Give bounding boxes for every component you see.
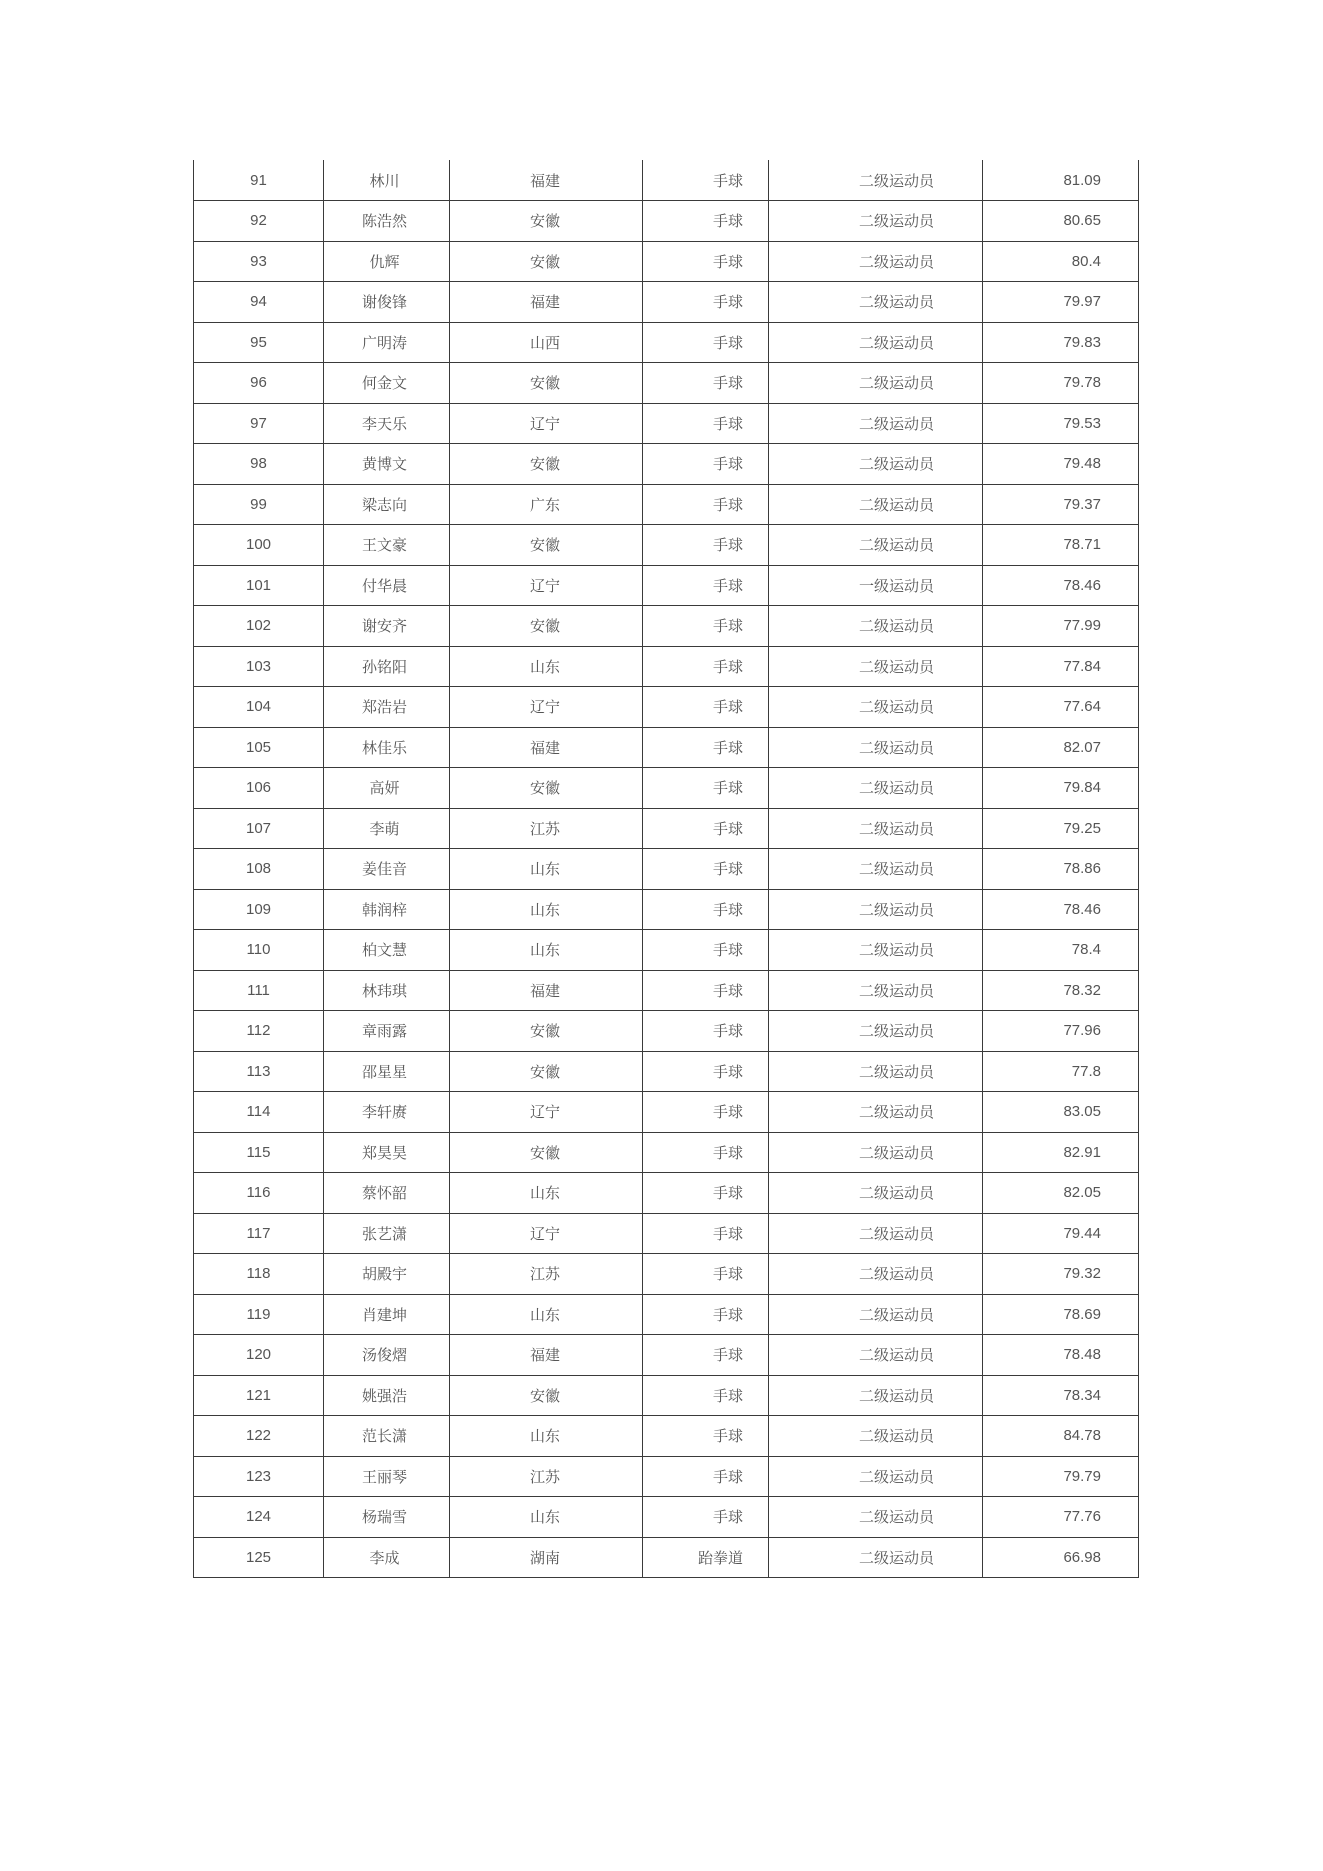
row-number-cell: 123 — [194, 1456, 324, 1497]
row-number-cell: 114 — [194, 1092, 324, 1133]
score-cell: 77.76 — [983, 1497, 1139, 1538]
sport-cell: 手球 — [643, 727, 769, 768]
name-cell: 郑昊昊 — [324, 1132, 450, 1173]
level-cell: 二级运动员 — [769, 687, 983, 728]
sport-cell: 手球 — [643, 282, 769, 323]
province-cell: 湖南 — [450, 1537, 643, 1578]
table-row — [194, 889, 1139, 930]
sport-cell: 手球 — [643, 849, 769, 890]
sport-cell: 手球 — [643, 646, 769, 687]
level-cell: 二级运动员 — [769, 282, 983, 323]
table-row — [194, 930, 1139, 971]
sport-cell: 手球 — [643, 1254, 769, 1295]
name-cell: 孙铭阳 — [324, 646, 450, 687]
sport-cell: 手球 — [643, 1213, 769, 1254]
name-cell: 郑浩岩 — [324, 687, 450, 728]
table-row — [194, 565, 1139, 606]
name-cell: 张艺潇 — [324, 1213, 450, 1254]
score-cell: 78.34 — [983, 1375, 1139, 1416]
province-cell: 安徽 — [450, 606, 643, 647]
sport-cell: 手球 — [643, 1375, 769, 1416]
score-cell: 77.99 — [983, 606, 1139, 647]
score-cell: 79.97 — [983, 282, 1139, 323]
table-row — [194, 403, 1139, 444]
sport-cell: 手球 — [643, 525, 769, 566]
province-cell: 安徽 — [450, 525, 643, 566]
level-cell: 二级运动员 — [769, 160, 983, 201]
row-number-cell: 101 — [194, 565, 324, 606]
sport-cell: 手球 — [643, 970, 769, 1011]
province-cell: 安徽 — [450, 1132, 643, 1173]
score-cell: 83.05 — [983, 1092, 1139, 1133]
sport-cell: 手球 — [643, 687, 769, 728]
table-row — [194, 606, 1139, 647]
table-row — [194, 241, 1139, 282]
level-cell: 二级运动员 — [769, 768, 983, 809]
table-row — [194, 1335, 1139, 1376]
sport-cell: 手球 — [643, 1132, 769, 1173]
sport-cell: 手球 — [643, 1456, 769, 1497]
province-cell: 山东 — [450, 849, 643, 890]
row-number-cell: 104 — [194, 687, 324, 728]
name-cell: 王文豪 — [324, 525, 450, 566]
level-cell: 二级运动员 — [769, 1213, 983, 1254]
level-cell: 二级运动员 — [769, 322, 983, 363]
name-cell: 韩润梓 — [324, 889, 450, 930]
name-cell: 范长潇 — [324, 1416, 450, 1457]
province-cell: 安徽 — [450, 444, 643, 485]
name-cell: 付华晨 — [324, 565, 450, 606]
athlete-table-body — [194, 160, 1139, 1578]
row-number-cell: 119 — [194, 1294, 324, 1335]
score-cell: 77.8 — [983, 1051, 1139, 1092]
sport-cell: 手球 — [643, 1416, 769, 1457]
row-number-cell: 115 — [194, 1132, 324, 1173]
name-cell: 林玮琪 — [324, 970, 450, 1011]
row-number-cell: 100 — [194, 525, 324, 566]
name-cell: 林川 — [324, 160, 450, 201]
name-cell: 李成 — [324, 1537, 450, 1578]
score-cell: 79.79 — [983, 1456, 1139, 1497]
sport-cell: 手球 — [643, 403, 769, 444]
score-cell: 82.91 — [983, 1132, 1139, 1173]
table-row — [194, 363, 1139, 404]
level-cell: 二级运动员 — [769, 1132, 983, 1173]
name-cell: 姜佳音 — [324, 849, 450, 890]
name-cell: 林佳乐 — [324, 727, 450, 768]
name-cell: 仇辉 — [324, 241, 450, 282]
province-cell: 山东 — [450, 1497, 643, 1538]
sport-cell: 手球 — [643, 1173, 769, 1214]
row-number-cell: 121 — [194, 1375, 324, 1416]
level-cell: 二级运动员 — [769, 444, 983, 485]
score-cell: 78.69 — [983, 1294, 1139, 1335]
table-row — [194, 687, 1139, 728]
name-cell: 李天乐 — [324, 403, 450, 444]
sport-cell: 手球 — [643, 930, 769, 971]
row-number-cell: 117 — [194, 1213, 324, 1254]
level-cell: 二级运动员 — [769, 970, 983, 1011]
table-row — [194, 1456, 1139, 1497]
score-cell: 79.78 — [983, 363, 1139, 404]
province-cell: 山西 — [450, 322, 643, 363]
level-cell: 二级运动员 — [769, 1375, 983, 1416]
score-cell: 79.48 — [983, 444, 1139, 485]
sport-cell: 手球 — [643, 1051, 769, 1092]
province-cell: 辽宁 — [450, 687, 643, 728]
level-cell: 二级运动员 — [769, 1456, 983, 1497]
table-row — [194, 1173, 1139, 1214]
table-row — [194, 322, 1139, 363]
level-cell: 二级运动员 — [769, 849, 983, 890]
province-cell: 福建 — [450, 1335, 643, 1376]
sport-cell: 手球 — [643, 1497, 769, 1538]
level-cell: 二级运动员 — [769, 241, 983, 282]
row-number-cell: 105 — [194, 727, 324, 768]
sport-cell: 手球 — [643, 808, 769, 849]
name-cell: 柏文慧 — [324, 930, 450, 971]
row-number-cell: 95 — [194, 322, 324, 363]
province-cell: 安徽 — [450, 1375, 643, 1416]
level-cell: 二级运动员 — [769, 727, 983, 768]
province-cell: 江苏 — [450, 1254, 643, 1295]
province-cell: 江苏 — [450, 1456, 643, 1497]
row-number-cell: 107 — [194, 808, 324, 849]
province-cell: 山东 — [450, 930, 643, 971]
level-cell: 二级运动员 — [769, 484, 983, 525]
name-cell: 汤俊熠 — [324, 1335, 450, 1376]
level-cell: 二级运动员 — [769, 1173, 983, 1214]
table-row — [194, 1254, 1139, 1295]
score-cell: 78.86 — [983, 849, 1139, 890]
province-cell: 山东 — [450, 1416, 643, 1457]
row-number-cell: 91 — [194, 160, 324, 201]
level-cell: 二级运动员 — [769, 1011, 983, 1052]
table-row — [194, 1375, 1139, 1416]
row-number-cell: 120 — [194, 1335, 324, 1376]
sport-cell: 手球 — [643, 1011, 769, 1052]
name-cell: 谢安齐 — [324, 606, 450, 647]
score-cell: 79.84 — [983, 768, 1139, 809]
province-cell: 辽宁 — [450, 1092, 643, 1133]
name-cell: 邵星星 — [324, 1051, 450, 1092]
table-row — [194, 1011, 1139, 1052]
row-number-cell: 103 — [194, 646, 324, 687]
province-cell: 广东 — [450, 484, 643, 525]
score-cell: 82.05 — [983, 1173, 1139, 1214]
sport-cell: 手球 — [643, 444, 769, 485]
level-cell: 二级运动员 — [769, 889, 983, 930]
sport-cell: 手球 — [643, 889, 769, 930]
province-cell: 山东 — [450, 1294, 643, 1335]
row-number-cell: 124 — [194, 1497, 324, 1538]
name-cell: 陈浩然 — [324, 201, 450, 242]
province-cell: 安徽 — [450, 241, 643, 282]
score-cell: 79.44 — [983, 1213, 1139, 1254]
row-number-cell: 109 — [194, 889, 324, 930]
table-row — [194, 282, 1139, 323]
level-cell: 二级运动员 — [769, 1254, 983, 1295]
province-cell: 山东 — [450, 646, 643, 687]
table-row — [194, 201, 1139, 242]
name-cell: 姚强浩 — [324, 1375, 450, 1416]
sport-cell: 手球 — [643, 768, 769, 809]
level-cell: 二级运动员 — [769, 808, 983, 849]
name-cell: 杨瑞雪 — [324, 1497, 450, 1538]
score-cell: 84.78 — [983, 1416, 1139, 1457]
sport-cell: 手球 — [643, 565, 769, 606]
table-row — [194, 1416, 1139, 1457]
level-cell: 二级运动员 — [769, 606, 983, 647]
table-row — [194, 646, 1139, 687]
province-cell: 山东 — [450, 1173, 643, 1214]
table-row — [194, 1213, 1139, 1254]
row-number-cell: 92 — [194, 201, 324, 242]
level-cell: 二级运动员 — [769, 363, 983, 404]
score-cell: 78.71 — [983, 525, 1139, 566]
row-number-cell: 99 — [194, 484, 324, 525]
row-number-cell: 112 — [194, 1011, 324, 1052]
score-cell: 77.64 — [983, 687, 1139, 728]
score-cell: 79.83 — [983, 322, 1139, 363]
table-row — [194, 808, 1139, 849]
province-cell: 山东 — [450, 889, 643, 930]
row-number-cell: 125 — [194, 1537, 324, 1578]
table-row — [194, 160, 1139, 201]
score-cell: 79.25 — [983, 808, 1139, 849]
province-cell: 安徽 — [450, 1011, 643, 1052]
score-cell: 78.4 — [983, 930, 1139, 971]
table-row — [194, 1537, 1139, 1578]
province-cell: 辽宁 — [450, 565, 643, 606]
sport-cell: 手球 — [643, 363, 769, 404]
score-cell: 66.98 — [983, 1537, 1139, 1578]
score-cell: 80.65 — [983, 201, 1139, 242]
table-row — [194, 1051, 1139, 1092]
level-cell: 二级运动员 — [769, 1051, 983, 1092]
score-cell: 78.48 — [983, 1335, 1139, 1376]
level-cell: 二级运动员 — [769, 930, 983, 971]
sport-cell: 手球 — [643, 484, 769, 525]
province-cell: 福建 — [450, 282, 643, 323]
sport-cell: 手球 — [643, 201, 769, 242]
name-cell: 何金文 — [324, 363, 450, 404]
table-row — [194, 1294, 1139, 1335]
row-number-cell: 106 — [194, 768, 324, 809]
score-cell: 79.53 — [983, 403, 1139, 444]
table-row — [194, 849, 1139, 890]
score-cell: 82.07 — [983, 727, 1139, 768]
row-number-cell: 122 — [194, 1416, 324, 1457]
name-cell: 高妍 — [324, 768, 450, 809]
athlete-table — [193, 160, 1139, 1578]
score-cell: 77.84 — [983, 646, 1139, 687]
sport-cell: 手球 — [643, 322, 769, 363]
row-number-cell: 96 — [194, 363, 324, 404]
table-row — [194, 768, 1139, 809]
province-cell: 辽宁 — [450, 1213, 643, 1254]
table-row — [194, 484, 1139, 525]
level-cell: 二级运动员 — [769, 646, 983, 687]
score-cell: 79.37 — [983, 484, 1139, 525]
row-number-cell: 94 — [194, 282, 324, 323]
row-number-cell: 93 — [194, 241, 324, 282]
province-cell: 福建 — [450, 970, 643, 1011]
level-cell: 二级运动员 — [769, 201, 983, 242]
table-row — [194, 444, 1139, 485]
score-cell: 81.09 — [983, 160, 1139, 201]
province-cell: 辽宁 — [450, 403, 643, 444]
sport-cell: 手球 — [643, 1294, 769, 1335]
name-cell: 章雨露 — [324, 1011, 450, 1052]
level-cell: 二级运动员 — [769, 1497, 983, 1538]
sport-cell: 手球 — [643, 160, 769, 201]
province-cell: 福建 — [450, 160, 643, 201]
score-cell: 80.4 — [983, 241, 1139, 282]
name-cell: 王丽琴 — [324, 1456, 450, 1497]
sport-cell: 手球 — [643, 1335, 769, 1376]
name-cell: 黄博文 — [324, 444, 450, 485]
row-number-cell: 108 — [194, 849, 324, 890]
level-cell: 一级运动员 — [769, 565, 983, 606]
row-number-cell: 97 — [194, 403, 324, 444]
province-cell: 江苏 — [450, 808, 643, 849]
sport-cell: 手球 — [643, 1092, 769, 1133]
table-row — [194, 1092, 1139, 1133]
province-cell: 安徽 — [450, 1051, 643, 1092]
level-cell: 二级运动员 — [769, 1092, 983, 1133]
row-number-cell: 113 — [194, 1051, 324, 1092]
table-row — [194, 970, 1139, 1011]
row-number-cell: 116 — [194, 1173, 324, 1214]
sport-cell: 跆拳道 — [643, 1537, 769, 1578]
name-cell: 胡殿宇 — [324, 1254, 450, 1295]
name-cell: 李萌 — [324, 808, 450, 849]
level-cell: 二级运动员 — [769, 1335, 983, 1376]
score-cell: 78.32 — [983, 970, 1139, 1011]
level-cell: 二级运动员 — [769, 525, 983, 566]
table-row — [194, 1497, 1139, 1538]
table-row — [194, 1132, 1139, 1173]
row-number-cell: 111 — [194, 970, 324, 1011]
sport-cell: 手球 — [643, 606, 769, 647]
province-cell: 安徽 — [450, 768, 643, 809]
table-row — [194, 525, 1139, 566]
name-cell: 蔡怀韶 — [324, 1173, 450, 1214]
row-number-cell: 102 — [194, 606, 324, 647]
province-cell: 安徽 — [450, 201, 643, 242]
name-cell: 谢俊锋 — [324, 282, 450, 323]
level-cell: 二级运动员 — [769, 1416, 983, 1457]
score-cell: 77.96 — [983, 1011, 1139, 1052]
score-cell: 78.46 — [983, 565, 1139, 606]
sport-cell: 手球 — [643, 241, 769, 282]
province-cell: 福建 — [450, 727, 643, 768]
row-number-cell: 118 — [194, 1254, 324, 1295]
table-row — [194, 727, 1139, 768]
name-cell: 广明涛 — [324, 322, 450, 363]
name-cell: 梁志向 — [324, 484, 450, 525]
score-cell: 78.46 — [983, 889, 1139, 930]
score-cell: 79.32 — [983, 1254, 1139, 1295]
row-number-cell: 98 — [194, 444, 324, 485]
province-cell: 安徽 — [450, 363, 643, 404]
name-cell: 肖建坤 — [324, 1294, 450, 1335]
level-cell: 二级运动员 — [769, 403, 983, 444]
name-cell: 李轩赓 — [324, 1092, 450, 1133]
row-number-cell: 110 — [194, 930, 324, 971]
level-cell: 二级运动员 — [769, 1537, 983, 1578]
level-cell: 二级运动员 — [769, 1294, 983, 1335]
